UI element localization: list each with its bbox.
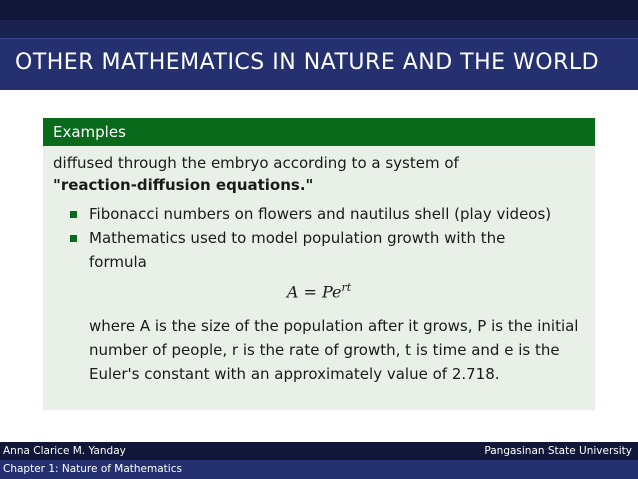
formula-explanation: where A is the size of the population after it grows, P is the initial number of people, r is the rate of growth, t is time and e is the Euler's constant with an approximately value of 2.718. xyxy=(89,317,579,384)
intro-line-1: diffused through the embryo according to a system of xyxy=(53,154,459,172)
formula-exponent: rt xyxy=(341,281,352,294)
block-header: Examples xyxy=(43,118,595,146)
title-bar xyxy=(0,38,638,90)
bullet-text: Fibonacci numbers on flowers and nautilus shell (play videos) xyxy=(89,205,552,223)
list-item xyxy=(53,202,585,226)
footer-institution: Pangasinan State University xyxy=(484,445,632,457)
footer-chapter: Chapter 1: Nature of Mathematics xyxy=(3,463,182,475)
list-item xyxy=(53,226,585,274)
formula-main: A = Pe xyxy=(286,282,342,302)
bullet-text: Mathematics used to model population growth with the formula xyxy=(89,229,506,271)
square-bullet-icon xyxy=(70,211,77,218)
growth-formula xyxy=(53,276,585,304)
intro-line-2: "reaction-diffusion equations." xyxy=(53,176,314,194)
block-body xyxy=(43,146,595,410)
slide-title: OTHER MATHEMATICS IN NATURE AND THE WORLD xyxy=(15,50,600,75)
example-block xyxy=(43,118,595,410)
footer-bottom xyxy=(0,460,638,479)
footer-author: Anna Clarice M. Yanday xyxy=(3,445,126,457)
top-band-secondary xyxy=(0,20,638,38)
bullet-list xyxy=(53,202,585,274)
footer-top xyxy=(0,442,638,460)
square-bullet-icon xyxy=(70,235,77,242)
top-band xyxy=(0,0,638,20)
